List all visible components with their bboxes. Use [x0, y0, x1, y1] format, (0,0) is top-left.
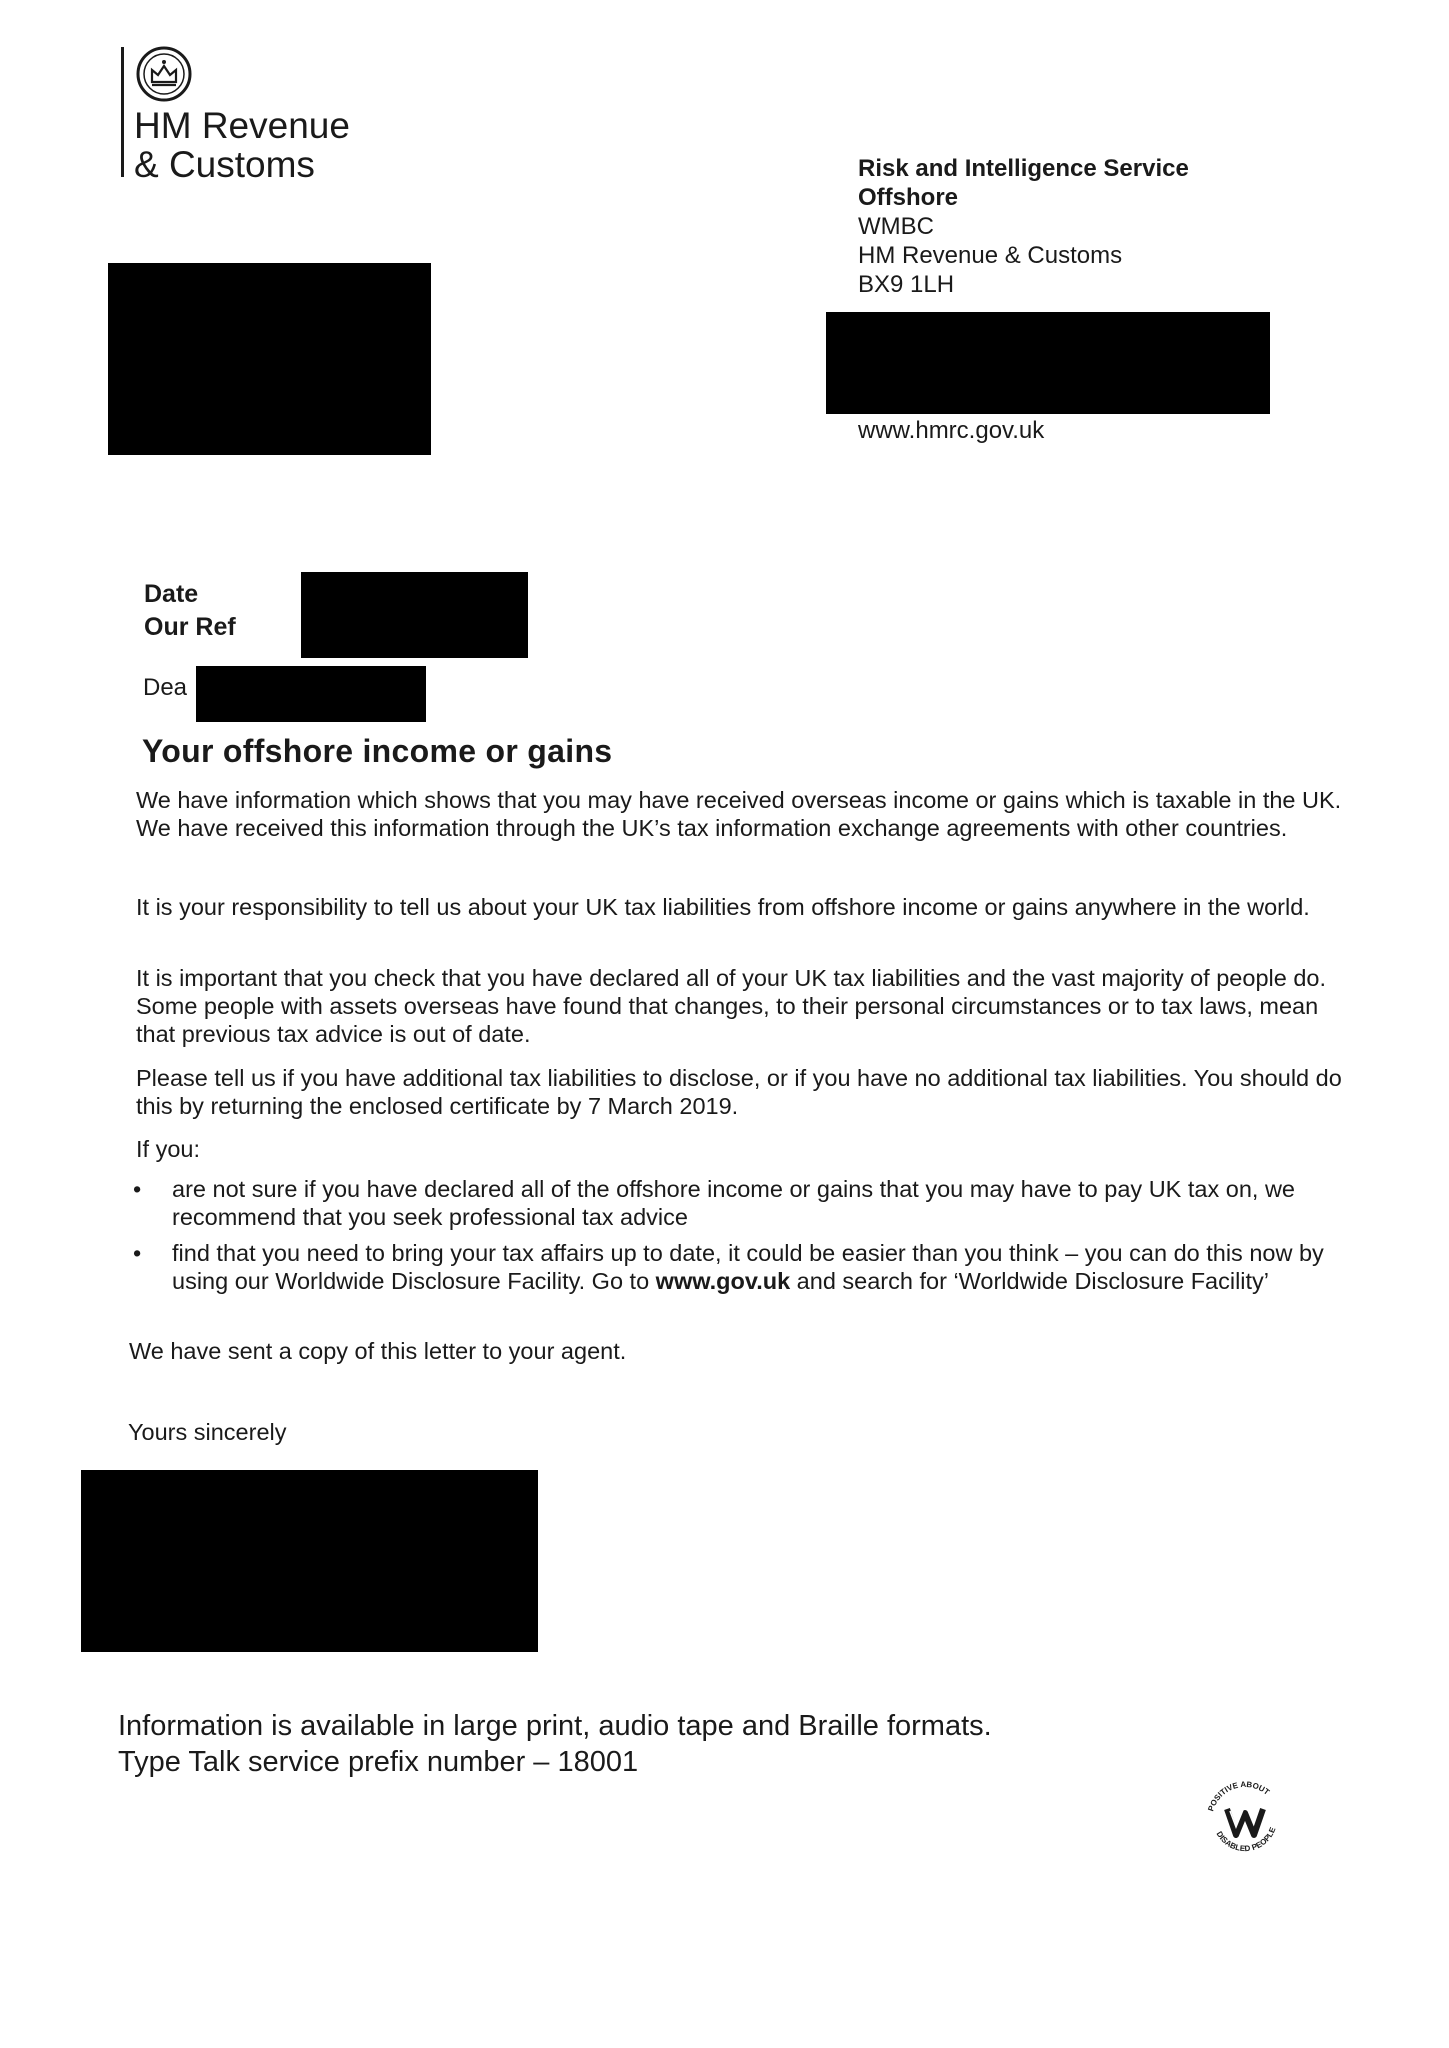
paragraph-information: [136, 786, 1346, 842]
sender-address: [858, 154, 1189, 299]
bullet-dot-icon: •: [133, 1176, 142, 1202]
paragraph-text: It is your responsibility to tell us about your UK tax liabilities from offshore income or gains anywhere in the world.: [136, 894, 1310, 920]
redacted-contact-details: [826, 312, 1270, 414]
paragraph-text: Please tell us if you have additional tax liabilities to disclose, or if you have no additional tax liabilities. You should do this by returning the enclosed certificate by 7 March 2019.: [136, 1065, 1342, 1119]
letter-meta: [144, 578, 236, 644]
paragraph-if-you: [136, 1135, 1346, 1163]
redacted-date-ref: [301, 572, 528, 658]
agent-copy-note: [129, 1337, 1339, 1365]
crown-crest-icon: [132, 42, 196, 106]
footer-line-2: Type Talk service prefix number – 18001: [118, 1746, 639, 1778]
svg-text:POSITIVE ABOUT: POSITIVE ABOUT: [1206, 1779, 1272, 1813]
bullet-text: are not sure if you have declared all of the offshore income or gains that you may have to pay UK tax on, we recommend that you seek professional tax advice: [172, 1176, 1295, 1230]
accessibility-footer: [118, 1708, 992, 1780]
bullet-text-end: and search for ‘Worldwide Disclosure Facility’: [790, 1268, 1270, 1294]
paragraph-text: It is important that you check that you have declared all of your UK tax liabilities and the vast majority of people do. Some people with assets overseas have found that changes, to their personal circumstances or to tax laws, mean that previous tax advice is out of date.: [136, 965, 1326, 1047]
disability-badge-icon: [1200, 1775, 1290, 1865]
logo-rule: [121, 47, 124, 177]
salutation: Dea: [143, 674, 188, 701]
hmrc-brand: [134, 106, 350, 184]
closing-text: Yours sincerely: [128, 1419, 287, 1445]
paragraph-text: We have sent a copy of this letter to your agent.: [129, 1338, 627, 1364]
sender-unit: Offshore: [858, 184, 959, 211]
svg-text:DISABLED PEOPLE: DISABLED PEOPLE: [1214, 1825, 1278, 1854]
bullet-item: [128, 1239, 1348, 1295]
sender-office: WMBC: [858, 213, 934, 240]
paragraph-deadline: [136, 1064, 1346, 1120]
website-link[interactable]: www.hmrc.gov.uk: [858, 417, 1045, 444]
redacted-recipient-address: [108, 263, 431, 455]
redacted-signature: [81, 1470, 538, 1652]
bullet-list: [128, 1175, 1348, 1303]
bullet-item: [128, 1175, 1348, 1231]
gov-uk-link[interactable]: www.gov.uk: [655, 1268, 791, 1294]
sender-department: Risk and Intelligence Service: [858, 155, 1189, 182]
paragraph-responsibility: [136, 893, 1346, 921]
bullet-dot-icon: •: [133, 1240, 142, 1266]
ref-label: Our Ref: [144, 613, 236, 641]
paragraph-check: [136, 964, 1346, 1048]
bullet-text: find that you need to bring your tax affairs up to date, it could be easier than you think – you can do this now by using our Worldwide Disclosure Facility. Go to: [172, 1240, 1324, 1294]
brand-line-2: & Customs: [134, 144, 315, 185]
redacted-recipient-name: [196, 666, 426, 722]
brand-line-1: HM Revenue: [134, 105, 350, 146]
footer-line-1: Information is available in large print, audio tape and Braille formats.: [118, 1710, 992, 1742]
paragraph-text: If you:: [136, 1136, 201, 1162]
paragraph-text: We have information which shows that you may have received overseas income or gains which is taxable in the UK. We have received this information through the UK’s tax information exchange agreements with other countries.: [136, 787, 1342, 841]
sender-org: HM Revenue & Customs: [858, 242, 1123, 269]
date-label: Date: [144, 580, 199, 608]
sender-postcode: BX9 1LH: [858, 271, 955, 298]
letter-heading: Your offshore income or gains: [142, 733, 613, 769]
closing: [128, 1418, 1338, 1446]
